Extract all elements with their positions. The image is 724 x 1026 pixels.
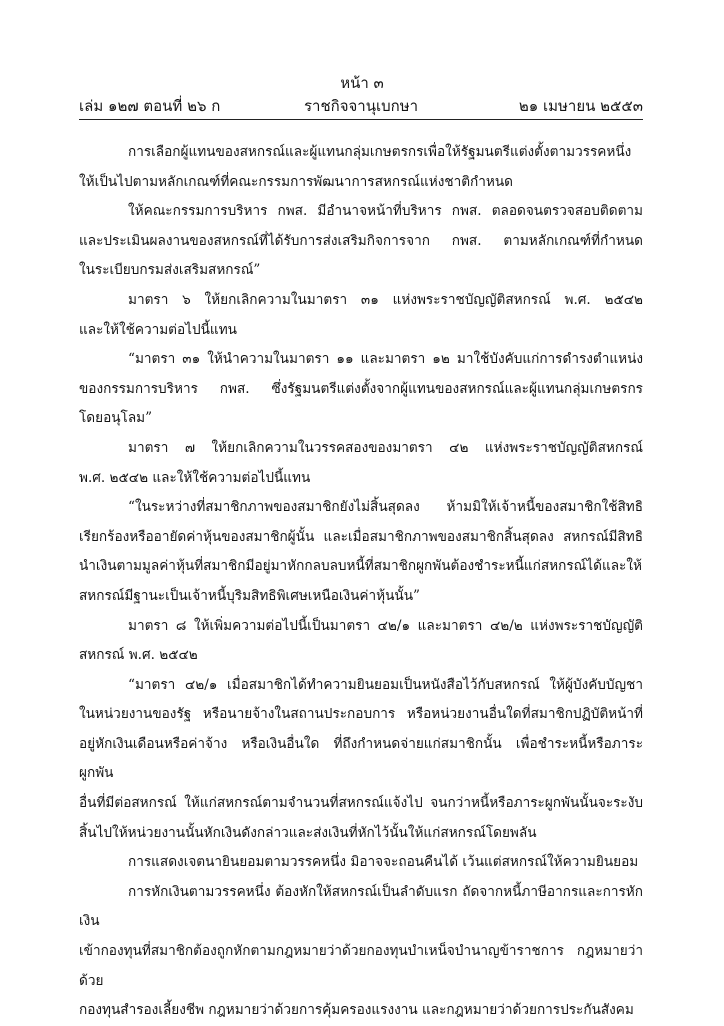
paragraph	[79, 493, 643, 611]
text-line: ให้คณะกรรมการบริหาร กพส. มีอำนาจหน้าที่บริหาร กพส. ตลอดจนตรวจสอบติดตาม	[128, 203, 643, 220]
text-line: สิ้นไปให้หน่วยงานนั้นหักเงินดังกล่าวและส่งเงินที่หักไว้นั้นให้แก่สหกรณ์โดยพลัน	[79, 824, 537, 841]
text-line: พ.ศ. ๒๕๔๒ และให้ใช้ความต่อไปนี้แทน	[79, 469, 311, 486]
text-line: อยู่หักเงินเดือนหรือค่าจ้าง หรือเงินอื่นใด ที่ถึงกำหนดจ่ายแก่สมาชิกนั้น เพื่อชำระหนี้หรือภาระผูกพัน	[79, 735, 643, 782]
text-line: “มาตรา ๓๑ ให้นำความในมาตรา ๑๑ และมาตรา ๑๒ มาใช้บังคับแก่การดำรงตำแหน่ง	[128, 351, 643, 368]
publication-date: ๒๑ เมษายน ๒๕๕๓	[518, 97, 643, 115]
text-line: การเลือกผู้แทนของสหกรณ์และผู้แทนกลุ่มเกษตรกรเพื่อให้รัฐมนตรีแต่งตั้งตามวรรคหนึ่ง	[128, 144, 632, 160]
text-line: ของกรรมการบริหาร กพส. ซึ่งรัฐมนตรีแต่งตั้งจากผู้แทนของสหกรณ์และผู้แทนกลุ่มเกษตรกร	[79, 380, 643, 397]
page-number: หน้า ๓	[340, 74, 384, 92]
paragraph	[79, 138, 643, 197]
paragraph	[79, 345, 643, 434]
text-line: สหกรณ์ พ.ศ. ๒๕๔๒	[79, 647, 198, 664]
text-line: เข้ากองทุนที่สมาชิกต้องถูกหักตามกฎหมายว่าด้วยกองทุนบำเหน็จบำนาญข้าราชการ กฎหมายว่าด้วย	[79, 943, 643, 989]
text-line: และให้ใช้ความต่อไปนี้แทน	[79, 321, 237, 338]
text-line: การแสดงเจตนายินยอมตามวรรคหนึ่ง มิอาจจะถอนคืนได้ เว้นแต่สหกรณ์ให้ความยินยอม	[128, 854, 639, 871]
text-line: มาตรา ๘ ให้เพิ่มความต่อไปนี้เป็นมาตรา ๔๒/๑ และมาตรา ๔๒/๒ แห่งพระราชบัญญัติ	[128, 617, 643, 634]
text-line: ในหน่วยงานของรัฐ หรือนายจ้างในสถานประกอบการ หรือหน่วยงานอื่นใดที่สมาชิกปฏิบัติหน้าที่	[79, 706, 643, 723]
header-rule	[79, 119, 643, 120]
paragraph	[79, 434, 643, 493]
paragraph	[79, 197, 643, 286]
document-body	[79, 138, 643, 1026]
text-line: อื่นที่มีต่อสหกรณ์ ให้แก่สหกรณ์ตามจำนวนที่สหกรณ์แจ้งไป จนกว่าหนี้หรือภาระผูกพันนั้นจะระงับ	[79, 795, 643, 812]
text-line: สหกรณ์มีฐานะเป็นเจ้าหนี้บุริมสิทธิพิเศษเหนือเงินค่าหุ้นนั้น”	[79, 587, 420, 604]
text-line: นำเงินตามมูลค่าหุ้นที่สมาชิกมีอยู่มาหักกลบลบหนี้ที่สมาชิกผูกพันต้องชำระหนี้แก่สหกรณ์ได้และให้	[79, 558, 642, 575]
paragraph	[79, 612, 643, 671]
text-line: “มาตรา ๔๒/๑ เมื่อสมาชิกได้ทำความยินยอมเป็นหนังสือไว้กับสหกรณ์ ให้ผู้บังคับบัญชา	[128, 676, 643, 693]
text-line: “ในระหว่างที่สมาชิกภาพของสมาชิกยังไม่สิ้นสุดลง ห้ามมิให้เจ้าหนี้ของสมาชิกใช้สิทธิ	[128, 499, 643, 516]
text-line: ให้เป็นไปตามหลักเกณฑ์ที่คณะกรรมการพัฒนาการสหกรณ์แห่งชาติกำหนด	[79, 173, 513, 190]
text-line: โดยอนุโลม”	[79, 410, 153, 427]
running-header	[79, 96, 643, 116]
paragraph	[79, 671, 643, 849]
text-line: มาตรา ๖ ให้ยกเลิกความในมาตรา ๓๑ แห่งพระราชบัญญัติสหกรณ์ พ.ศ. ๒๕๔๒	[128, 291, 643, 308]
paragraph	[79, 848, 643, 878]
text-line: การหักเงินตามวรรคหนึ่ง ต้องหักให้สหกรณ์เป็นลำดับแรก ถัดจากหนี้ภาษีอากรและการหักเงิน	[79, 883, 643, 930]
text-line: และประเมินผลงานของสหกรณ์ที่ได้รับการส่งเสริมกิจการจาก กพส. ตามหลักเกณฑ์ที่กำหนด	[79, 232, 643, 249]
publication-name: ราชกิจจานุเบกษา	[303, 97, 419, 115]
text-line: เรียกร้องหรืออายัดค่าหุ้นของสมาชิกผู้นั้น และเมื่อสมาชิกภาพของสมาชิกสิ้นสุดลง สหกรณ์มีสิทธิ	[79, 528, 643, 545]
volume-issue: เล่ม ๑๒๗ ตอนที่ ๒๖ ก	[79, 97, 221, 115]
text-line: มาตรา ๗ ให้ยกเลิกความในวรรคสองของมาตรา ๔๒ แห่งพระราชบัญญัติสหกรณ์	[128, 439, 643, 456]
paragraph	[79, 878, 643, 1026]
text-line: ในระเบียบกรมส่งเสริมสหกรณ์”	[79, 262, 261, 279]
paragraph	[79, 286, 643, 345]
text-line: กองทุนสำรองเลี้ยงชีพ กฎหมายว่าด้วยการคุ้มครองแรงงาน และกฎหมายว่าด้วยการประกันสังคม	[79, 1002, 634, 1019]
